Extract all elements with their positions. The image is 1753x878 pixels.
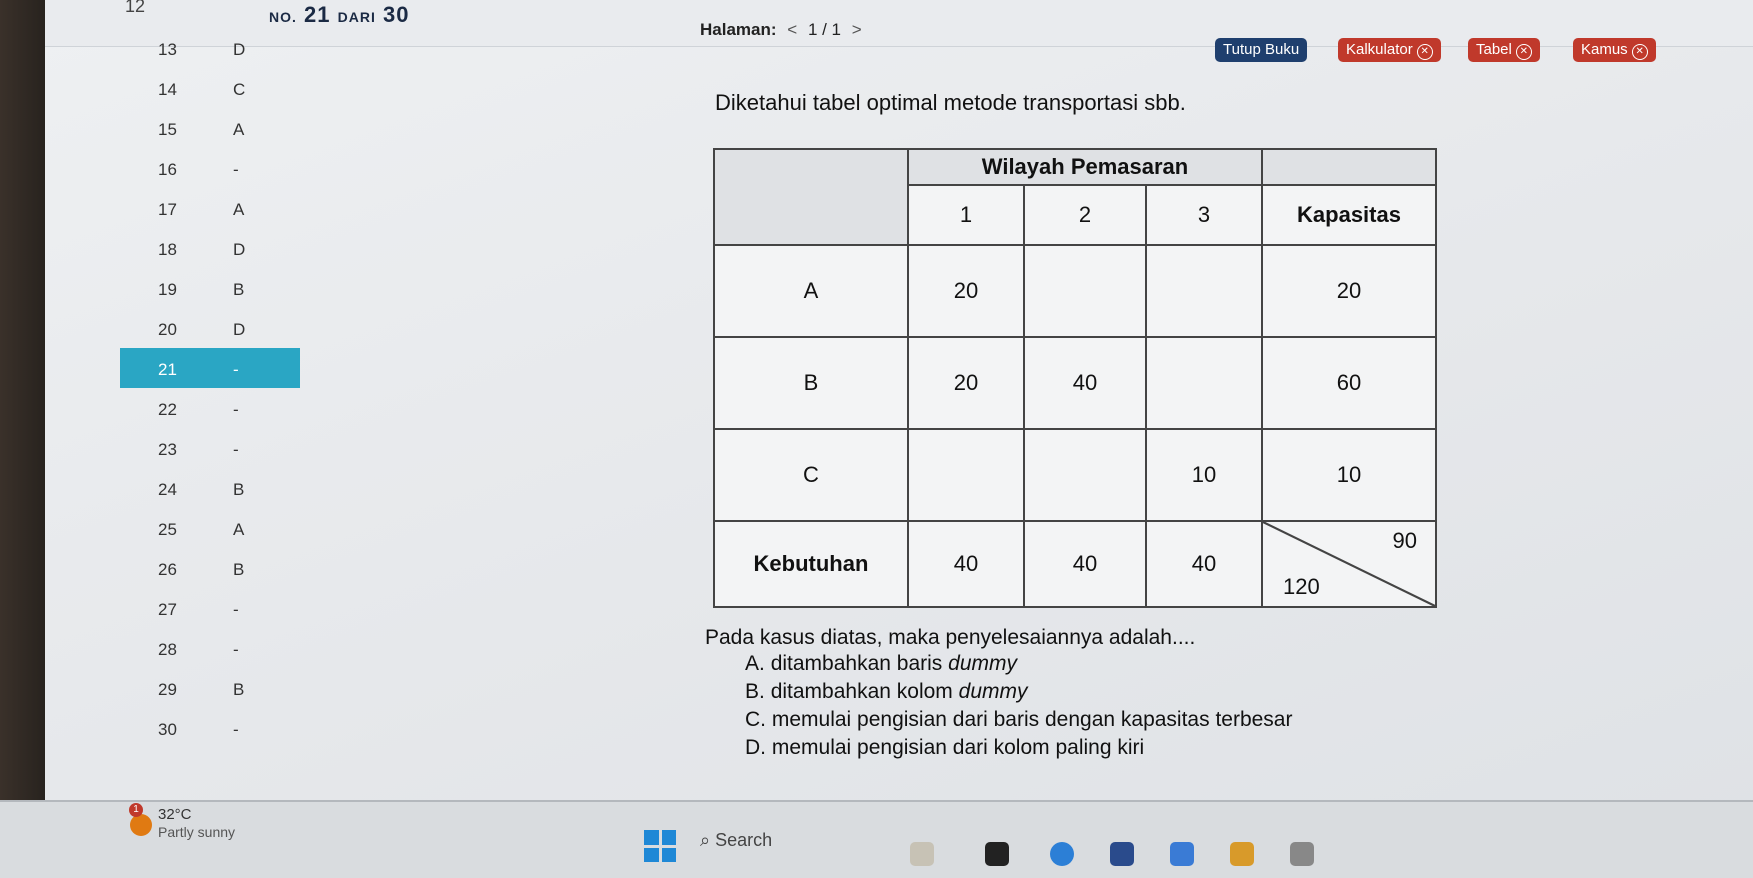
row-label-a: A — [714, 245, 908, 337]
question-nav-item[interactable] — [120, 228, 300, 268]
cell-a2 — [1024, 245, 1146, 337]
cell-a1: 20 — [908, 245, 1024, 337]
weather-condition: Partly sunny — [158, 824, 236, 840]
option-text: memulai pengisian dari kolom paling kiri — [771, 736, 1145, 759]
weather-temp: 32°C — [158, 806, 192, 823]
question-number: 15 — [158, 120, 177, 139]
question-number: 30 — [158, 720, 177, 739]
question-nav-item[interactable] — [120, 348, 300, 388]
app-icon-2[interactable] — [1290, 842, 1314, 866]
question-answer: B — [233, 280, 245, 299]
question-number: 16 — [158, 160, 177, 179]
question-answer: B — [233, 680, 245, 699]
question-answer: A — [233, 120, 245, 139]
question-nav-item[interactable] — [120, 668, 300, 708]
answer-option[interactable] — [745, 650, 1292, 678]
question-number: 23 — [158, 440, 177, 459]
total-demand: 120 — [1283, 574, 1320, 599]
cap-c: 10 — [1262, 429, 1436, 521]
corner-cell — [714, 149, 908, 245]
col-header-2: 2 — [1024, 185, 1146, 245]
totals-cell — [1262, 521, 1436, 607]
taskbar — [0, 800, 1753, 878]
mail-icon[interactable] — [1170, 842, 1194, 866]
question-navigator — [120, 28, 300, 748]
header-blank-cell — [1262, 149, 1436, 185]
dictionary-button[interactable]: Kamus ✕ — [1573, 38, 1656, 62]
question-number: 20 — [158, 320, 177, 339]
question-number: 24 — [158, 480, 177, 499]
answer-option[interactable] — [745, 734, 1292, 762]
taskbar-search[interactable]: ⌕ Search — [700, 830, 773, 850]
browser-icon[interactable] — [1050, 842, 1074, 866]
question-nav-item[interactable] — [120, 108, 300, 148]
row-label-c: C — [714, 429, 908, 521]
current-question: 21 — [304, 2, 331, 27]
question-nav-item[interactable] — [120, 188, 300, 228]
page-value: 1 / 1 — [807, 20, 842, 39]
cell-c2 — [1024, 429, 1146, 521]
question-prompt: Pada kasus diatas, maka penyelesaiannya adalah.... — [705, 626, 1196, 649]
table-button[interactable]: Tabel ✕ — [1468, 38, 1540, 62]
app-icon[interactable] — [1110, 842, 1134, 866]
cell-b1: 20 — [908, 337, 1024, 429]
question-nav-item[interactable] — [120, 628, 300, 668]
question-number: 29 — [158, 680, 177, 699]
question-text: Diketahui tabel optimal metode transportasi sbb. — [715, 90, 1186, 115]
col-header-1: 1 — [908, 185, 1024, 245]
question-answer: C — [233, 80, 246, 99]
option-letter: D. — [745, 736, 766, 759]
question-number: 18 — [158, 240, 177, 259]
alert-badge: 1 — [129, 803, 143, 817]
region-header: Wilayah Pemasaran — [908, 149, 1262, 185]
option-letter: B. — [745, 680, 765, 703]
cap-b: 60 — [1262, 337, 1436, 429]
question-nav-item[interactable] — [120, 388, 300, 428]
close-icon: ✕ — [1417, 44, 1433, 60]
question-nav-item[interactable] — [120, 308, 300, 348]
answer-option[interactable] — [745, 678, 1292, 706]
question-number: 19 — [158, 280, 177, 299]
widgets-icon[interactable] — [910, 842, 934, 866]
question-number: 13 — [158, 40, 177, 59]
question-nav-item[interactable] — [120, 548, 300, 588]
close-icon: ✕ — [1516, 44, 1532, 60]
cell-b2: 40 — [1024, 337, 1146, 429]
question-nav-item[interactable] — [120, 708, 300, 748]
exam-screen — [45, 0, 1753, 820]
question-nav-item[interactable] — [120, 148, 300, 188]
question-nav-item[interactable] — [120, 508, 300, 548]
question-answer: A — [233, 520, 245, 539]
option-letter: C. — [745, 708, 766, 731]
prev-question-number: 12 — [125, 0, 146, 16]
demand-label: Kebutuhan — [714, 521, 908, 607]
question-answer: B — [233, 480, 245, 499]
question-nav-item[interactable] — [120, 468, 300, 508]
cell-a3 — [1146, 245, 1262, 337]
total-supply: 90 — [1392, 528, 1417, 553]
page-indicator: Halaman: < 1 / 1 > — [700, 20, 862, 39]
question-number: 26 — [158, 560, 177, 579]
question-answer: - — [233, 160, 239, 179]
question-answer: - — [233, 400, 239, 419]
question-number: 21 — [158, 360, 177, 379]
option-text: memulai pengisian dari baris dengan kapasitas terbesar — [771, 708, 1293, 731]
question-answer: A — [233, 200, 245, 219]
transport-table — [713, 148, 1437, 608]
option-letter: A. — [745, 652, 765, 675]
answer-options — [745, 650, 1292, 762]
demand-2: 40 — [1024, 521, 1146, 607]
question-number: 22 — [158, 400, 177, 419]
option-italic: dummy — [948, 652, 1017, 675]
question-answer: - — [233, 600, 239, 619]
option-italic: dummy — [958, 680, 1028, 703]
question-nav-item[interactable] — [120, 588, 300, 628]
question-nav-item[interactable] — [120, 68, 300, 108]
cell-c1 — [908, 429, 1024, 521]
search-icon: ⌕ — [700, 830, 711, 850]
file-explorer-icon[interactable] — [985, 842, 1009, 866]
answer-option[interactable] — [745, 706, 1292, 734]
page-next-button[interactable]: > — [851, 20, 862, 39]
sun-icon[interactable] — [130, 814, 152, 836]
question-counter: NO. 21 DARI 30 — [269, 2, 410, 27]
question-answer: B — [233, 560, 245, 579]
cell-b3 — [1146, 337, 1262, 429]
question-answer: - — [233, 720, 239, 739]
question-number: 28 — [158, 640, 177, 659]
cap-a: 20 — [1262, 245, 1436, 337]
close-icon: ✕ — [1632, 44, 1648, 60]
option-text: ditambahkan kolom — [770, 680, 953, 703]
close-book-button[interactable]: Tutup Buku — [1215, 38, 1307, 62]
col-header-3: 3 — [1146, 185, 1262, 245]
question-answer: D — [233, 40, 246, 59]
demand-3: 40 — [1146, 521, 1262, 607]
question-number: 25 — [158, 520, 177, 539]
question-number: 14 — [158, 80, 177, 99]
demand-1: 40 — [908, 521, 1024, 607]
question-number: 27 — [158, 600, 177, 619]
question-number: 17 — [158, 200, 177, 219]
question-answer: - — [233, 440, 239, 459]
calculator-button[interactable]: Kalkulator ✕ — [1338, 38, 1441, 62]
option-text: ditambahkan baris — [770, 652, 943, 675]
question-answer: - — [233, 360, 239, 379]
question-answer: D — [233, 320, 246, 339]
total-questions: 30 — [382, 2, 410, 27]
row-label-b: B — [714, 337, 908, 429]
question-answer: - — [233, 640, 239, 659]
question-nav-item[interactable] — [120, 428, 300, 468]
capacity-header: Kapasitas — [1262, 185, 1436, 245]
windows-start-icon[interactable] — [644, 830, 676, 862]
question-nav-item[interactable] — [120, 28, 300, 68]
question-nav-item[interactable] — [120, 268, 300, 308]
page-prev-button[interactable]: < — [787, 20, 798, 39]
cell-c3: 10 — [1146, 429, 1262, 521]
store-icon[interactable] — [1230, 842, 1254, 866]
question-answer: D — [233, 240, 246, 259]
